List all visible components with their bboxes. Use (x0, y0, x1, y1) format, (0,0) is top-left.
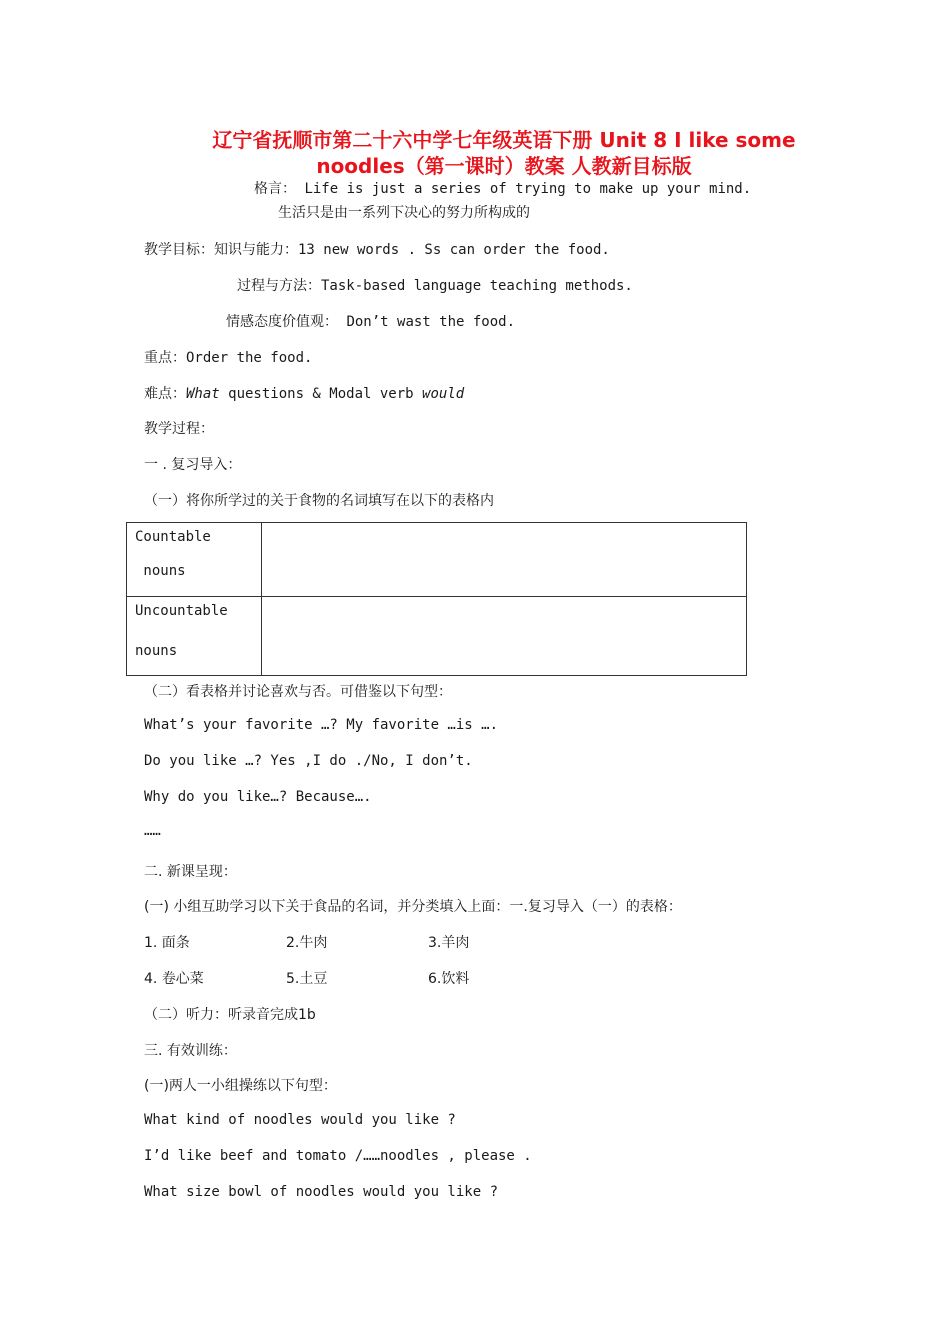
table-label-cell (127, 597, 262, 676)
motto-chinese: 生活只是由一系列下决心的努力所构成的 (278, 205, 530, 221)
table-row-uncountable (127, 597, 747, 676)
table-answer-cell[interactable] (262, 597, 747, 676)
section-2-heading: 二. 新课呈现： (144, 864, 237, 880)
uncountable-label: Uncountable (135, 603, 228, 619)
table-row-countable (127, 523, 747, 597)
ellipsis: …… (144, 823, 161, 839)
knowledge-text: 13 new words . Ss can order the food. (298, 242, 610, 258)
table-label-cell (127, 523, 262, 597)
food-item: 3.羊肉 (428, 935, 470, 951)
countable-label-2: nouns (135, 563, 186, 579)
process-text: Task-based language teaching methods. (321, 278, 633, 294)
food-item: 2.牛肉 (286, 935, 328, 951)
sentence-pattern: Do you like …? Yes ,I do ./No, I don’t. (144, 753, 473, 769)
document-title-line-1: 辽宁省抚顺市第二十六中学七年级英语下册 Unit 8 I like some (212, 128, 796, 152)
key-point-label: 重点： (144, 350, 186, 366)
emotion-text: Don’t wast the food. (346, 314, 516, 330)
section-1-sub-2: （二）看表格并讨论喜欢与否。可借鉴以下句型： (144, 684, 452, 700)
objective-knowledge (144, 239, 610, 259)
section-3-sub-1: (一)两人一小组操练以下句型： (144, 1078, 337, 1094)
difficulty-would: would (422, 386, 465, 402)
process-label: 过程与方法： (237, 278, 321, 294)
emotion-label: 情感态度价值观： (226, 314, 338, 330)
sentence-pattern: What’s your favorite …? My favorite …is …. (144, 717, 499, 733)
section-3-heading: 三. 有效训练： (144, 1043, 237, 1059)
procedure-label: 教学过程： (144, 421, 214, 437)
key-point (144, 347, 312, 367)
sentence-pattern: Why do you like…? Because…. (144, 789, 372, 805)
objective-emotion (226, 311, 515, 331)
food-item: 5.土豆 (286, 971, 328, 987)
food-item: 6.饮料 (428, 971, 470, 987)
difficulty-what: What (186, 386, 220, 402)
practice-sentence: What size bowl of noodles would you like ? (144, 1184, 499, 1200)
food-item: 4. 卷心菜 (144, 971, 204, 987)
practice-sentence: What kind of noodles would you like ? (144, 1112, 456, 1128)
difficulty-label: 难点： (144, 386, 186, 402)
section-1-sub-1: （一）将你所学过的关于食物的名词填写在以下的表格内 (144, 493, 494, 509)
difficulty (144, 383, 464, 403)
objective-process (237, 275, 633, 295)
knowledge-label: 知识与能力： (214, 242, 298, 258)
food-nouns-table (126, 522, 747, 676)
motto (254, 178, 751, 198)
practice-sentence: I’d like beef and tomato /……noodles , please . (144, 1148, 532, 1164)
motto-english: Life is just a series of trying to make up your mind. (304, 181, 752, 197)
uncountable-label-2: nouns (135, 643, 178, 659)
countable-label: Countable (135, 529, 211, 545)
objectives-label: 教学目标： (144, 242, 214, 258)
food-item: 1. 面条 (144, 935, 190, 951)
document-title-line-2: noodles（第一课时）教案 人教新目标版 (316, 154, 692, 178)
section-1-heading: 一 . 复习导入： (144, 457, 242, 473)
key-point-text: Order the food. (186, 350, 313, 366)
table-answer-cell[interactable] (262, 523, 747, 597)
difficulty-middle: questions & Modal verb (219, 386, 423, 402)
motto-label: 格言： (254, 181, 296, 197)
section-2-sub-1: (一) 小组互助学习以下关于食品的名词，并分类填入上面：一.复习导入（一）的表格： (144, 899, 682, 915)
section-2-sub-2: （二）听力：听录音完成1b (144, 1007, 316, 1023)
